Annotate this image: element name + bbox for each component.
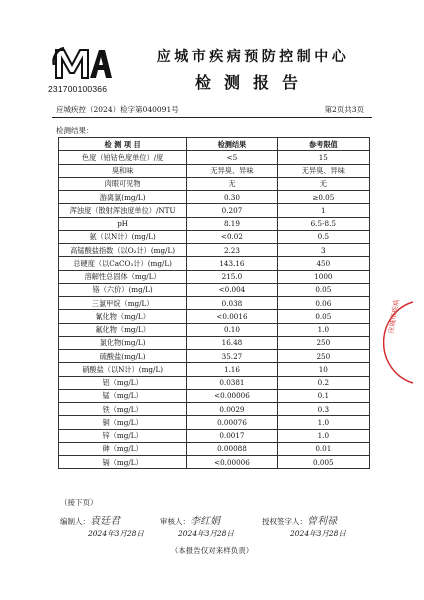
table-row [59, 376, 370, 389]
compiler-sig: 袁廷君 [90, 516, 120, 527]
cell-item: 溶解性总固体（mg/L） [59, 270, 187, 283]
cell-result: 0.0381 [187, 376, 277, 389]
table-row [59, 456, 370, 469]
cell-item: 色度（铂钴色度单位）/度 [59, 151, 187, 164]
page-info: 第2页共3页 [324, 105, 364, 114]
cell-item: 氟化物（mg/L） [59, 323, 187, 336]
cell-result: 0.038 [187, 297, 277, 310]
cell-limit: 0.1 [277, 389, 369, 402]
table-row [59, 244, 370, 257]
table-row [59, 191, 370, 204]
cell-limit: 0.2 [277, 376, 369, 389]
cell-item: 氯化物(mg/L) [59, 336, 187, 349]
reviewer-label: 审核人： [160, 517, 190, 526]
cell-item: 硫酸盐(mg/L) [59, 350, 187, 363]
cell-item: 浑浊度（散射浑浊度单位）/NTU [59, 204, 187, 217]
cell-limit: 0.005 [277, 456, 369, 469]
cma-logo [52, 45, 112, 81]
cell-result: 0.30 [187, 191, 277, 204]
cell-result: 0.207 [187, 204, 277, 217]
cell-result: <0.004 [187, 283, 277, 296]
cell-item: 三氯甲烷（mg/L） [59, 297, 187, 310]
cell-limit: 1 [277, 204, 369, 217]
table-row [59, 323, 370, 336]
cell-result: 143.16 [187, 257, 277, 270]
table-row [59, 403, 370, 416]
continued-note: （接下页） [60, 498, 98, 507]
report-number: 应城疾控（2024）检字第040091号 [56, 105, 179, 114]
compiler-date: 2024年3月28日 [88, 529, 144, 538]
reviewer-date: 2024年3月28日 [178, 529, 234, 538]
footer-note: （本报告仅对来样负责） [170, 546, 254, 555]
cell-limit: 1000 [277, 270, 369, 283]
table-row [59, 217, 370, 230]
cell-limit: 无 [277, 177, 369, 190]
cell-result: 8.19 [187, 217, 277, 230]
table-row [59, 257, 370, 270]
cell-limit: 250 [277, 350, 369, 363]
header-result: 检测结果 [187, 138, 277, 151]
cell-item: 氨（以N计）(mg/L) [59, 230, 187, 243]
cell-limit: 10 [277, 363, 369, 376]
approver-date: 2024年3月28日 [290, 529, 346, 538]
cell-result: 0.00088 [187, 442, 277, 455]
cell-result: <0.00006 [187, 389, 277, 402]
table-header-row [59, 138, 370, 151]
header-divider [52, 117, 372, 118]
cell-result: 无 [187, 177, 277, 190]
results-table [58, 137, 370, 469]
table-row [59, 336, 370, 349]
cell-result: 0.10 [187, 323, 277, 336]
cell-item: 游离氯(mg/L) [59, 191, 187, 204]
cell-item: 铁（mg/L） [59, 403, 187, 416]
approver-signature [262, 512, 337, 527]
table-row [59, 310, 370, 323]
svg-text:应城市疾病: 应城市疾病 [387, 300, 402, 335]
cell-result: 215.0 [187, 270, 277, 283]
cell-limit: 无异臭、异味 [277, 164, 369, 177]
cell-item: 总硬度（以CaCO₃计）(mg/L) [59, 257, 187, 270]
cell-item: 硝酸盐（以N计）(mg/L) [59, 363, 187, 376]
cell-limit: 0.01 [277, 442, 369, 455]
cell-item: 锰（mg/L） [59, 389, 187, 402]
table-row [59, 204, 370, 217]
cell-result: 1.16 [187, 363, 277, 376]
cell-limit: 250 [277, 336, 369, 349]
org-name: 应城市疾病预防控制中心 [156, 49, 350, 65]
stamp-seal [383, 300, 415, 385]
table-row [59, 389, 370, 402]
cell-item: 高锰酸盐指数（以O₂计）(mg/L) [59, 244, 187, 257]
cell-result: 2.23 [187, 244, 277, 257]
cell-result: 35.27 [187, 350, 277, 363]
table-row [59, 177, 370, 190]
table-row [59, 270, 370, 283]
cell-item: 铝（mg/L） [59, 376, 187, 389]
cell-item: 肉眼可见物 [59, 177, 187, 190]
cell-limit: 1.0 [277, 323, 369, 336]
cell-result: 16.48 [187, 336, 277, 349]
cell-item: 臭和味 [59, 164, 187, 177]
header-limit: 参考限值 [277, 138, 369, 151]
cell-result: 0.0029 [187, 403, 277, 416]
cma-number: 231700100366 [48, 84, 108, 94]
table-row [59, 230, 370, 243]
cell-limit: 1.0 [277, 429, 369, 442]
table-row [59, 350, 370, 363]
reviewer-signature [160, 512, 220, 527]
table-row [59, 164, 370, 177]
report-title: 检测报告 [194, 73, 311, 92]
cell-limit: 6.5-8.5 [277, 217, 369, 230]
table-row [59, 429, 370, 442]
cell-result: <5 [187, 151, 277, 164]
cell-item: 氰化物（mg/L） [59, 310, 187, 323]
cell-item: 锌（mg/L） [59, 429, 187, 442]
cell-item: 镉（mg/L） [59, 456, 187, 469]
compiler-label: 编制人： [60, 517, 90, 526]
cell-limit: 0.5 [277, 230, 369, 243]
cell-limit: 0.05 [277, 283, 369, 296]
cell-item: 铜（mg/L） [59, 416, 187, 429]
cell-limit: 3 [277, 244, 369, 257]
table-row [59, 297, 370, 310]
cell-result: <0.00006 [187, 456, 277, 469]
cell-item: 砷（mg/L） [59, 442, 187, 455]
table-row [59, 283, 370, 296]
cell-limit: 1.0 [277, 416, 369, 429]
cell-result: <0.02 [187, 230, 277, 243]
cell-result: 0.0017 [187, 429, 277, 442]
table-row [59, 363, 370, 376]
cell-limit: ≥0.05 [277, 191, 369, 204]
cell-limit: 0.3 [277, 403, 369, 416]
approver-sig: 曾利禄 [307, 516, 337, 527]
cell-item: 铬（六价）(mg/L) [59, 283, 187, 296]
table-row [59, 442, 370, 455]
cell-result: 无异臭、异味 [187, 164, 277, 177]
table-row [59, 151, 370, 164]
header-item: 检 测 项 目 [59, 138, 187, 151]
results-label: 检测结果： [56, 126, 94, 135]
approver-label: 授权签字人： [262, 517, 307, 526]
table-row [59, 416, 370, 429]
reviewer-sig: 李红娟 [190, 516, 220, 527]
cell-result: <0.0016 [187, 310, 277, 323]
cell-limit: 450 [277, 257, 369, 270]
cell-item: pH [59, 217, 187, 230]
cell-limit: 0.06 [277, 297, 369, 310]
cell-limit: 0.05 [277, 310, 369, 323]
cell-limit: 15 [277, 151, 369, 164]
cell-result: 0.00076 [187, 416, 277, 429]
compiler-signature [60, 512, 120, 527]
